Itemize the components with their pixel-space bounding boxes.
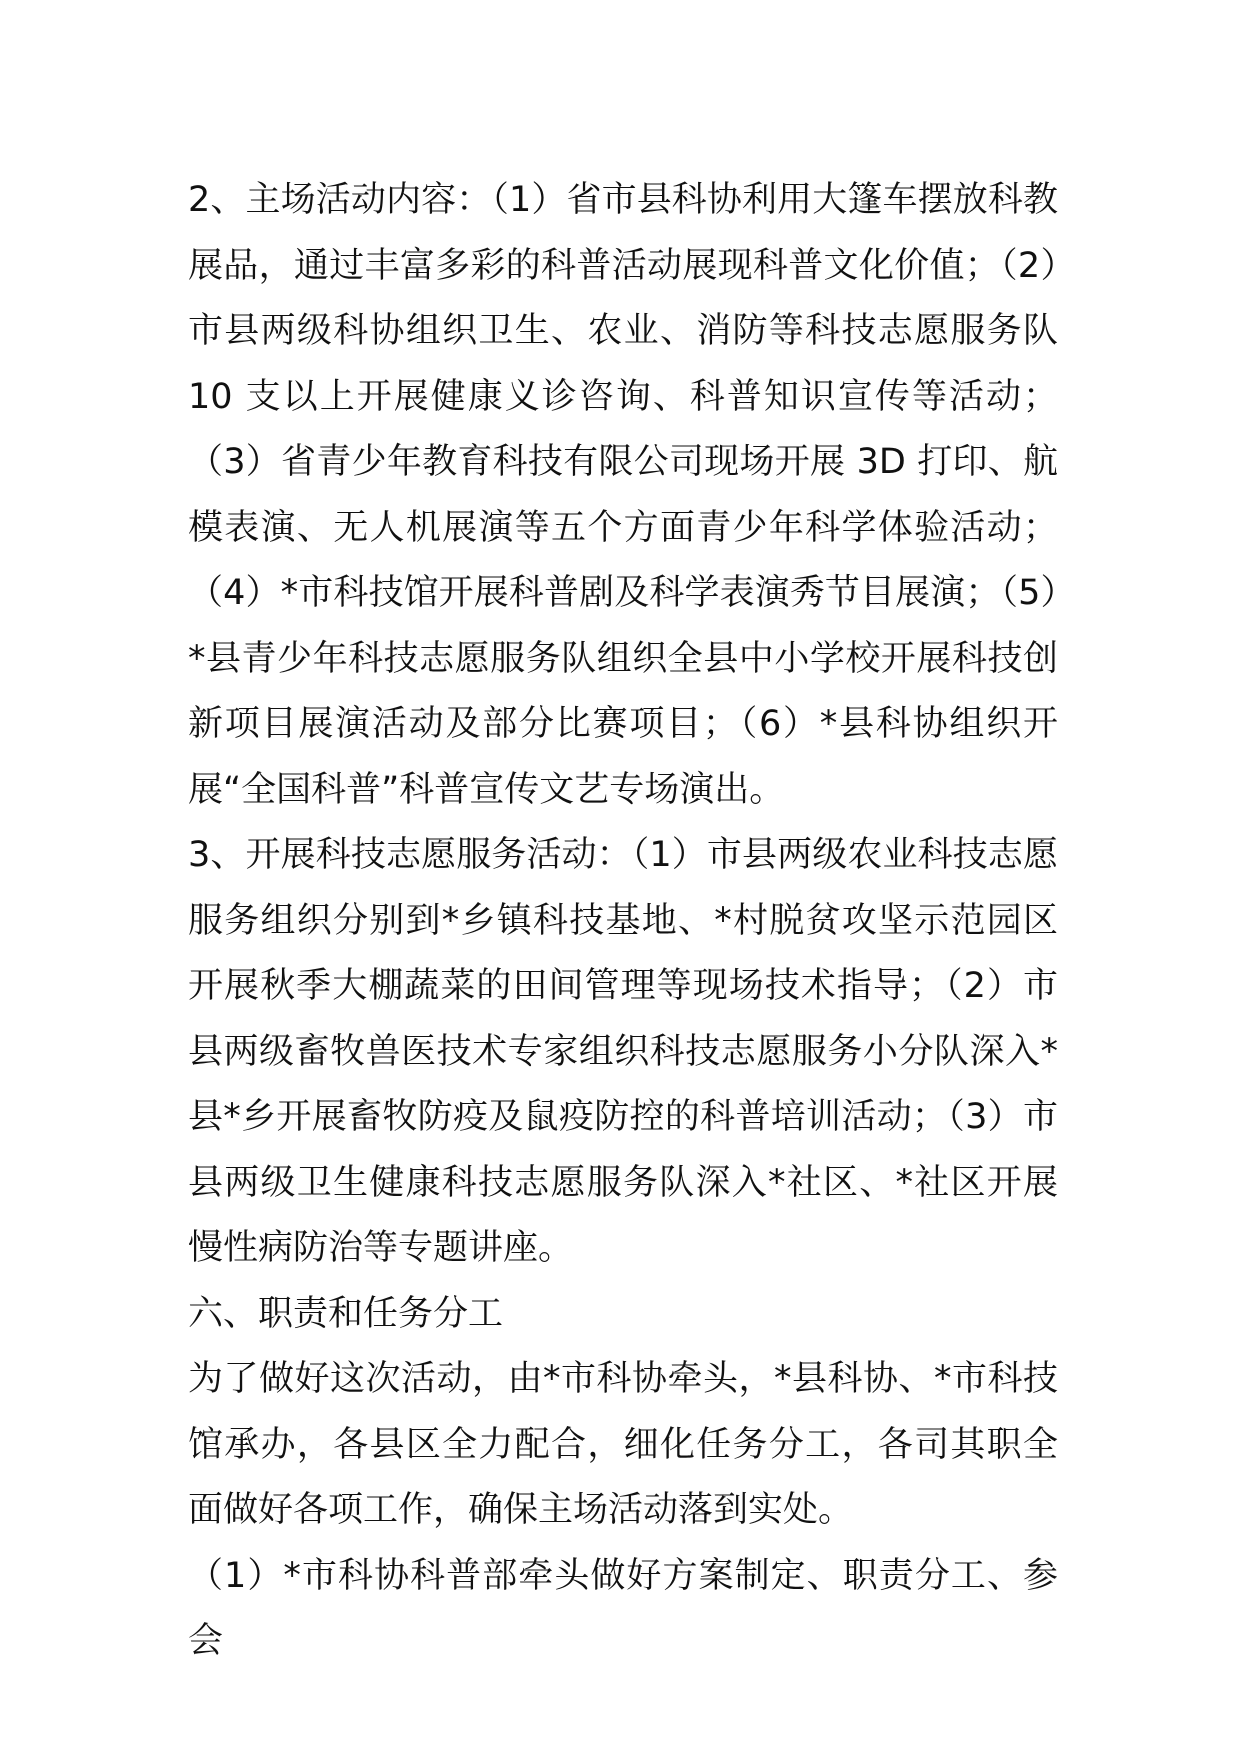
section-heading-responsibilities: 六、职责和任务分工 xyxy=(188,1293,504,1334)
paragraph-volunteer-services: 3、开展科技志愿服务活动：（1）市县两级农业科技志愿服务组织分别到*乡镇科技基地、*村脱贫攻坚示范园区开展秋季大棚蔬菜的田间管理等现场技术指导；（2）市县两级畜牧兽医技术专家组织科技志愿服务小分队深入*县*乡开展畜牧防疫及鼠疫防控的科普培训活动；（3）市县两级卫生健康科技志愿服务队深入*社区、*社区开展慢性病防治等专题讲座。 xyxy=(188,835,1058,1268)
paragraph-responsibilities-intro: 为了做好这次活动，由*市科协牵头，*县科协、*市科技馆承办，各县区全力配合，细化任务分工，各司其职全面做好各项工作，确保主场活动落到实处。 xyxy=(188,1359,1058,1530)
paragraph-main-activities: 2、主场活动内容：（1）省市县科协利用大篷车摆放科教展品，通过丰富多彩的科普活动展现科普文化价值；（2）市县两级科协组织卫生、农业、消防等科技志愿服务队 10 支以上开展健康义诊咨询、科普知识宣传等活动；（3）省青少年教育科技有限公司现场开展 3D 打印、航模表演、无人机展演等五个方面青少年科学体验活动；（4）*市科技馆开展科普剧及科学表演秀节目展演；（5）*县青少年科技志愿服务队组织全县中小学校开展科技创新项目展演活动及部分比赛项目；（6）*县科协组织开展“全国科普”科普宣传文艺专场演出。 xyxy=(188,180,1058,810)
document-body xyxy=(188,168,1058,1675)
paragraph-responsibility-item-1: （1）*市科协科普部牵头做好方案制定、职责分工、参会 xyxy=(188,1555,1058,1661)
